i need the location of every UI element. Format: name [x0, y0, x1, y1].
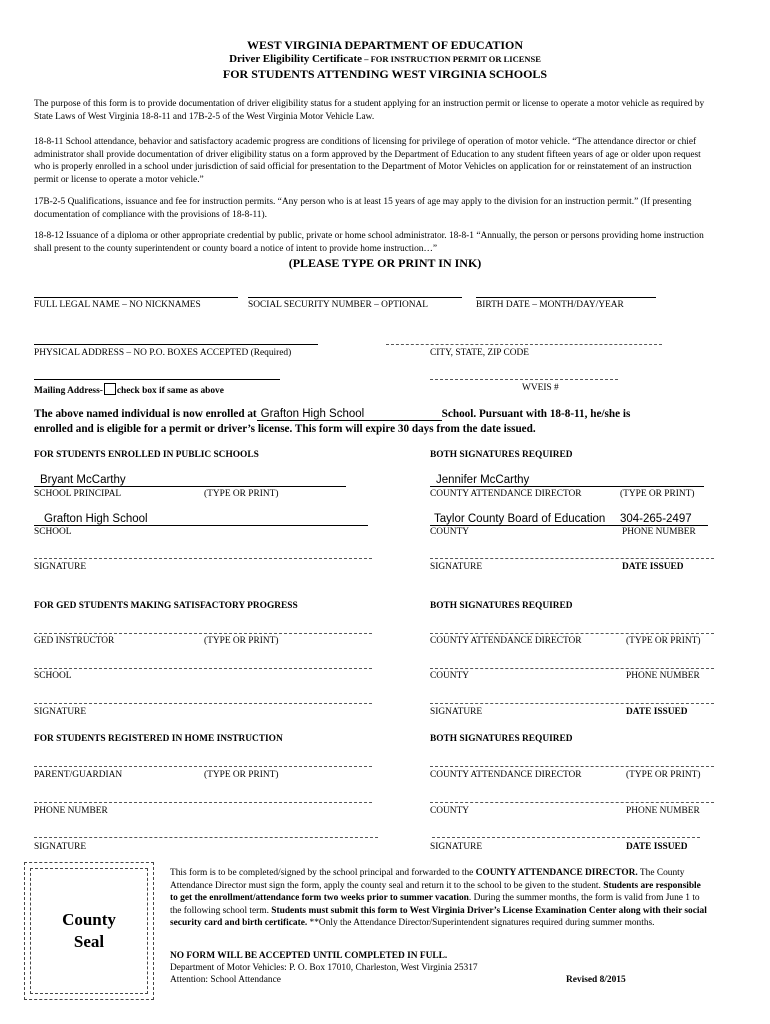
- note-part-7: **Only the Attendance Director/Superintendent signatures required during summer months.: [307, 918, 655, 929]
- ged-instructor-line[interactable]: [34, 633, 372, 634]
- county-seal-line2: Seal: [73, 932, 105, 951]
- ged-director-signature-label: SIGNATURE: [430, 707, 483, 717]
- dept-title: WEST VIRGINIA DEPARTMENT OF EDUCATION: [246, 38, 524, 52]
- ged-signature-label: SIGNATURE: [34, 707, 87, 717]
- ged-instructor-type-or-print: (TYPE OR PRINT): [204, 636, 279, 646]
- home-director-line[interactable]: [430, 766, 714, 767]
- mailing-address-line[interactable]: [34, 379, 280, 380]
- school-line: [34, 525, 368, 526]
- home-phone-label: PHONE NUMBER: [34, 806, 108, 816]
- home-county-line[interactable]: [430, 802, 714, 803]
- enrollment-statement: [34, 408, 630, 421]
- ged-school-line[interactable]: [34, 668, 372, 669]
- home-section-heading: FOR STUDENTS REGISTERED IN HOME INSTRUCTION: [34, 734, 283, 744]
- county-value[interactable]: Taylor County Board of Education: [434, 513, 606, 525]
- home-signature-label: SIGNATURE: [34, 842, 87, 852]
- home-director-type-or-print: (TYPE OR PRINT): [626, 770, 701, 780]
- principal-label: SCHOOL PRINCIPAL: [34, 489, 122, 499]
- full-name-line[interactable]: [34, 297, 238, 298]
- home-date-issued-label: DATE ISSUED: [626, 842, 688, 852]
- school-label: SCHOOL: [34, 527, 72, 537]
- certificate-title-sub: – FOR INSTRUCTION PERMIT OR LICENSE: [362, 54, 541, 64]
- note-part-4: Students are responsible to get the enrollment/attendance form two weeks prior to summer vacation: [170, 880, 701, 904]
- no-form-accepted-notice: NO FORM WILL BE ACCEPTED UNTIL COMPLETED IN FULL.: [170, 951, 448, 961]
- certificate-title: [0, 53, 770, 65]
- ged-director-signature-line[interactable]: [430, 703, 714, 704]
- ged-director-label: COUNTY ATTENDANCE DIRECTOR: [430, 636, 582, 646]
- county-label: COUNTY: [430, 527, 470, 537]
- enrollment-school-field[interactable]: [257, 408, 442, 421]
- city-state-zip-line[interactable]: [386, 344, 662, 345]
- county-seal-box: [24, 862, 154, 1000]
- form-subtitle: FOR STUDENTS ATTENDING WEST VIRGINIA SCHOOLS: [222, 67, 548, 81]
- full-name-label: FULL LEGAL NAME – NO NICKNAMES: [34, 300, 201, 310]
- mailing-address-label: [34, 383, 224, 396]
- home-signature-line[interactable]: [34, 837, 378, 838]
- principal-value[interactable]: Bryant McCarthy: [40, 474, 126, 486]
- public-signatures-required: BOTH SIGNATURES REQUIRED: [430, 450, 573, 460]
- ged-signature-line[interactable]: [34, 703, 372, 704]
- note-part-2: COUNTY ATTENDANCE DIRECTOR.: [475, 868, 638, 878]
- wveis-label: WVEIS #: [522, 383, 559, 393]
- home-county-phone-label: PHONE NUMBER: [626, 806, 700, 816]
- ged-section-heading: FOR GED STUDENTS MAKING SATISFACTORY PROGRESS: [34, 601, 298, 611]
- principal-type-or-print: (TYPE OR PRINT): [204, 489, 279, 499]
- note-part-6: Students must submit this form to West Virginia Driver’s License Examination Center along with their social security card and birth certificate.: [170, 905, 707, 929]
- physical-address-label-text: PHYSICAL ADDRESS – NO P.O. BOXES ACCEPTED (Required): [34, 348, 292, 358]
- ged-director-type-or-print: (TYPE OR PRINT): [626, 636, 701, 646]
- mailing-address-label-text: Mailing Address-: [34, 386, 103, 396]
- county-seal-line1: County: [62, 910, 116, 929]
- county-seal-label: [62, 909, 116, 953]
- enrollment-eligibility: enrolled and is eligible for a permit or driver’s license. This form will expire 30 days from the date issued.: [34, 423, 536, 435]
- type-or-print-instruction: (PLEASE TYPE OR PRINT IN INK): [288, 256, 482, 270]
- phone-label: PHONE NUMBER: [622, 527, 696, 537]
- law-17b-2-5-paragraph: 17B-2-5 Qualifications, issuance and fee for instruction permits. “Any person who is at least 15 years of age may apply to the division for an instruction permit.” (If presenting documentation of compliance with the provisions of 18-8-11).: [34, 197, 692, 220]
- ssn-line[interactable]: [248, 297, 462, 298]
- same-as-above-checkbox[interactable]: [104, 383, 116, 395]
- home-phone-line[interactable]: [34, 802, 372, 803]
- parent-guardian-line[interactable]: [34, 766, 372, 767]
- law-18-8-12-paragraph: 18-8-12 Issuance of a diploma or other appropriate credential by public, private or home school administrator. 18-8-1 “Annually, the person or persons providing home instruction shall present to the county superintendent or county board a notice of intent to provide home instruction…”: [34, 231, 704, 254]
- ged-county-line[interactable]: [430, 668, 714, 669]
- home-signatures-required: BOTH SIGNATURES REQUIRED: [430, 734, 573, 744]
- certificate-title-main: Driver Eligibility Certificate: [229, 53, 363, 65]
- instructions-note: [170, 867, 710, 930]
- dmv-address: Department of Motor Vehicles: P. O. Box 17010, Charleston, West Virginia 25317: [170, 963, 478, 973]
- county-seal-inner: [30, 868, 148, 994]
- enrollment-school-value: Grafton High School: [260, 408, 365, 420]
- note-part-1: This form is to be completed/signed by the school principal and forwarded to the: [170, 868, 476, 878]
- principal-signature-label: SIGNATURE: [34, 562, 87, 572]
- law-18-8-11-paragraph: 18-8-11 School attendance, behavior and satisfactory academic progress are conditions of licensing for privilege of operation of motor vehicle. “The attendance director or chief administrator shall provide documentation of driver eligibility status on a form approved by the Department of Education to any student fifteen years of age or older upon request who is properly enrolled in a school under jurisdiction of said official for presentation to the Department of Motor Vehicles on application for or reinstatement of an instruction permit or license to operate a motor vehicle.”: [34, 137, 701, 185]
- principal-line: [34, 486, 346, 487]
- ged-date-issued-label: DATE ISSUED: [626, 707, 688, 717]
- principal-signature-line[interactable]: [34, 558, 372, 559]
- director-type-or-print: (TYPE OR PRINT): [620, 489, 695, 499]
- ged-instructor-label: GED INSTRUCTOR: [34, 636, 115, 646]
- phone-value[interactable]: 304-265-2497: [620, 513, 692, 525]
- physical-address-label: [34, 348, 291, 358]
- attention-line: Attention: School Attendance: [170, 975, 281, 985]
- director-label: COUNTY ATTENDANCE DIRECTOR: [430, 489, 582, 499]
- date-issued-label: DATE ISSUED: [622, 562, 684, 572]
- director-signature-line[interactable]: [430, 558, 714, 559]
- birth-date-line[interactable]: [476, 297, 656, 298]
- city-state-zip-label: CITY, STATE, ZIP CODE: [430, 348, 529, 358]
- director-signature-label: SIGNATURE: [430, 562, 483, 572]
- public-section-heading: FOR STUDENTS ENROLLED IN PUBLIC SCHOOLS: [34, 450, 259, 460]
- county-phone-line: [430, 525, 708, 526]
- attendance-director-line: [430, 486, 704, 487]
- note-part-3: The County Attendance Director must sign the form, apply the county seal and return it to the school to be given to the student.: [170, 868, 685, 891]
- ged-signatures-required: BOTH SIGNATURES REQUIRED: [430, 601, 573, 611]
- ged-county-label: COUNTY: [430, 671, 470, 681]
- revision-date: Revised 8/2015: [566, 975, 626, 985]
- same-as-above-label: check box if same as above: [116, 386, 224, 396]
- parent-guardian-label: PARENT/GUARDIAN: [34, 770, 123, 780]
- home-director-signature-line[interactable]: [432, 837, 700, 838]
- note-part-5: . During the summer months, the form is valid from June 1 to the following school term.: [170, 893, 700, 916]
- enrollment-post: School. Pursuant with 18-8-11, he/she is: [441, 408, 631, 420]
- ged-phone-label: PHONE NUMBER: [626, 671, 700, 681]
- purpose-paragraph: The purpose of this form is to provide documentation of driver eligibility status for a student applying for an instruction permit or license to operate a motor vehicle as required by State Laws of West Virginia 18-8-11 and 17B-2-5 of the West Virginia Motor Vehicle Law.: [34, 99, 705, 122]
- ssn-label: SOCIAL SECURITY NUMBER – OPTIONAL: [248, 300, 429, 310]
- physical-address-line[interactable]: [34, 344, 318, 345]
- attendance-director-value[interactable]: Jennifer McCarthy: [436, 474, 530, 486]
- enrollment-pre: The above named individual is now enrolled at: [34, 408, 257, 420]
- wveis-line[interactable]: [430, 379, 618, 380]
- home-director-signature-label: SIGNATURE: [430, 842, 483, 852]
- parent-type-or-print: (TYPE OR PRINT): [204, 770, 279, 780]
- ged-director-line[interactable]: [430, 633, 714, 634]
- home-director-label: COUNTY ATTENDANCE DIRECTOR: [430, 770, 582, 780]
- home-county-label: COUNTY: [430, 806, 470, 816]
- ged-school-label: SCHOOL: [34, 671, 72, 681]
- birth-date-label: BIRTH DATE – MONTH/DAY/YEAR: [476, 300, 624, 310]
- school-value[interactable]: Grafton High School: [44, 513, 148, 525]
